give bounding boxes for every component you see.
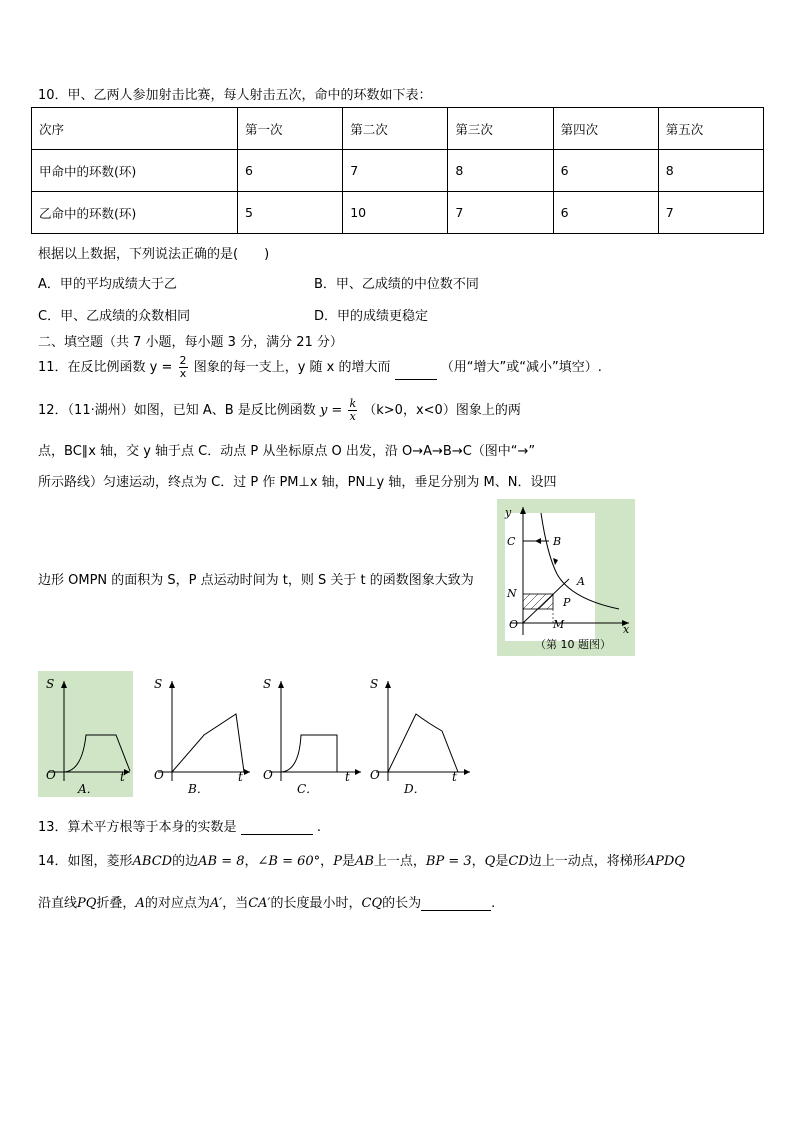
q14-text: ， bbox=[320, 854, 334, 869]
graph-a-o: O bbox=[46, 768, 56, 782]
table-header-row bbox=[32, 108, 764, 150]
option-a: A．甲的平均成绩大于乙 bbox=[38, 277, 177, 292]
graph-a-s: S bbox=[46, 677, 55, 691]
option-c: C．甲、乙成绩的众数相同 bbox=[38, 309, 191, 324]
fig-caption: （第 10 题图） bbox=[535, 638, 611, 651]
q12-suffix: （k>0，x<0）图象上的两 bbox=[363, 403, 521, 418]
table-header-cell: 次序 bbox=[32, 108, 238, 150]
q14-answer-blank[interactable] bbox=[421, 910, 491, 911]
q14-text: 是 bbox=[341, 854, 355, 869]
graph-option-a bbox=[38, 671, 133, 797]
q14-math-ab2: AB bbox=[354, 854, 374, 869]
q14-math-angle: ∠B = 60° bbox=[257, 854, 321, 869]
fig-label-a: A bbox=[577, 575, 585, 588]
q14-text: 的长度最小时， bbox=[270, 896, 362, 911]
fig-label-m: M bbox=[553, 618, 565, 631]
table-header-cell: 第五次 bbox=[658, 108, 763, 150]
q10-question: 根据以上数据，下列说法正确的是( ) bbox=[38, 247, 270, 262]
option-d: D．甲的成绩更稳定 bbox=[314, 309, 429, 324]
graph-option-c bbox=[259, 671, 364, 797]
fig-label-b: B bbox=[553, 535, 562, 548]
graph-c-o: O bbox=[263, 768, 273, 782]
fig-label-x: x bbox=[623, 623, 630, 636]
graph-d-o: O bbox=[370, 768, 380, 782]
q11-denominator: x bbox=[179, 367, 187, 380]
q14-end: . bbox=[491, 896, 496, 911]
graph-a-t: t bbox=[120, 770, 125, 784]
q14-text: ， bbox=[471, 854, 485, 869]
q14-line1 bbox=[38, 850, 685, 869]
q12-prefix: 12．（11·湖州）如图，已知 A、B 是反比例函数 bbox=[38, 403, 316, 418]
graph-a-letter: A． bbox=[78, 782, 99, 796]
q12-figure-svg bbox=[497, 499, 635, 656]
q12-denominator: x bbox=[349, 410, 356, 423]
q12-y-eq: y = bbox=[319, 403, 343, 418]
q12-line2: 点，BC∥x 轴，交 y 轴于点 C．动点 P 从坐标原点 O 出发，沿 O→A→B→C（图中“→” bbox=[38, 444, 536, 459]
q11-tail: （用“增大”或“减小”填空）. bbox=[440, 360, 602, 375]
graph-b-s: S bbox=[154, 677, 163, 691]
q11-answer-blank[interactable] bbox=[395, 379, 437, 380]
q14-text: ，当 bbox=[222, 896, 249, 911]
q13-end: . bbox=[316, 820, 321, 835]
fig-label-n: N bbox=[507, 587, 517, 600]
q14-math-a: A bbox=[135, 896, 145, 911]
q14-text: 折叠， bbox=[96, 896, 136, 911]
table-cell: 7 bbox=[343, 150, 448, 192]
q12-line1 bbox=[38, 398, 521, 423]
fig-label-c: C bbox=[507, 535, 516, 548]
q11 bbox=[38, 355, 602, 380]
graph-d-letter: D． bbox=[404, 782, 426, 796]
q14-text: 沿直线 bbox=[38, 896, 78, 911]
q14-text: 上一点， bbox=[373, 854, 426, 869]
table-cell: 10 bbox=[343, 192, 448, 234]
graph-option-d bbox=[368, 671, 473, 797]
q14-math-ab: AB = 8 bbox=[198, 854, 245, 869]
graph-b-letter: B． bbox=[188, 782, 209, 796]
score-table bbox=[31, 107, 764, 234]
graph-b-t: t bbox=[238, 770, 243, 784]
q14-math-a-prime: A′ bbox=[209, 896, 223, 911]
q10-stem: 10．甲、乙两人参加射击比赛，每人射击五次，命中的环数如下表： bbox=[38, 88, 432, 103]
graph-b-o: O bbox=[154, 768, 164, 782]
q14-math-ca: CA′ bbox=[248, 896, 271, 911]
table-cell: 8 bbox=[448, 150, 553, 192]
table-cell: 8 bbox=[658, 150, 763, 192]
table-cell: 7 bbox=[448, 192, 553, 234]
q13-answer-blank[interactable] bbox=[241, 834, 313, 835]
q14-math-bp: BP = 3 bbox=[425, 854, 472, 869]
table-header-cell: 第一次 bbox=[238, 108, 343, 150]
q12-line3: 所示路线）匀速运动，终点为 C．过 P 作 PM⊥x 轴，PN⊥y 轴，垂足分别为 M、N．设四 bbox=[38, 475, 557, 490]
q12-figure bbox=[497, 499, 635, 656]
q14-math-cd: CD bbox=[508, 854, 529, 869]
graph-c-t: t bbox=[345, 770, 350, 784]
q14-text: 的对应点为 bbox=[144, 896, 210, 911]
q13 bbox=[38, 816, 321, 835]
graph-d-t: t bbox=[452, 770, 457, 784]
table-header-cell: 第三次 bbox=[448, 108, 553, 150]
q14-math-p: P bbox=[333, 854, 342, 869]
table-cell: 6 bbox=[238, 150, 343, 192]
fig-label-o: O bbox=[509, 618, 519, 631]
q11-body: 图象的每一支上，y 随 x 的增大而 bbox=[193, 360, 391, 375]
q14-math-cq: CQ bbox=[361, 896, 383, 911]
q14-text: 的边 bbox=[172, 854, 199, 869]
option-b: B．甲、乙成绩的中位数不同 bbox=[314, 277, 479, 292]
q14-text: 的长为 bbox=[382, 896, 422, 911]
q12-fraction bbox=[348, 398, 357, 423]
table-row bbox=[32, 192, 764, 234]
q12-line4: 边形 OMPN 的面积为 S，P 点运动时间为 t，则 S 关于 t 的函数图象大致为 bbox=[38, 573, 474, 588]
table-cell: 6 bbox=[553, 150, 658, 192]
q12-numerator: k bbox=[349, 397, 357, 410]
section-heading: 二、填空题（共 7 小题，每小题 3 分，满分 21 分） bbox=[38, 335, 343, 350]
table-header-cell: 第四次 bbox=[553, 108, 658, 150]
table-row bbox=[32, 150, 764, 192]
q11-numerator: 2 bbox=[179, 354, 187, 367]
q14-line2 bbox=[38, 892, 495, 911]
graph-c-s: S bbox=[263, 677, 272, 691]
graph-option-b bbox=[148, 671, 253, 797]
q14-math-q: Q bbox=[484, 854, 496, 869]
table-cell: 甲命中的环数(环) bbox=[32, 150, 238, 192]
table-cell: 6 bbox=[553, 192, 658, 234]
table-cell: 5 bbox=[238, 192, 343, 234]
q14-math-abcd: ABCD bbox=[132, 854, 173, 869]
fig-label-p: P bbox=[563, 596, 571, 609]
table-header-cell: 第二次 bbox=[343, 108, 448, 150]
q14-text: ， bbox=[244, 854, 258, 869]
fig-label-y: y bbox=[505, 506, 512, 519]
q13-text: 13．算术平方根等于本身的实数是 bbox=[38, 820, 237, 835]
graph-c-letter: C． bbox=[297, 782, 319, 796]
q11-fraction bbox=[179, 355, 188, 380]
table-cell: 7 bbox=[658, 192, 763, 234]
q14-math-pq: PQ bbox=[77, 896, 97, 911]
q14-text: 边上一动点，将梯形 bbox=[528, 854, 646, 869]
q14-math-apdq: APDQ bbox=[645, 854, 685, 869]
q14-text: 是 bbox=[495, 854, 509, 869]
table-cell: 乙命中的环数(环) bbox=[32, 192, 238, 234]
graph-d-s: S bbox=[370, 677, 379, 691]
q14-text: 14．如图，菱形 bbox=[38, 854, 133, 869]
q11-prefix: 11．在反比例函数 y = bbox=[38, 360, 173, 375]
